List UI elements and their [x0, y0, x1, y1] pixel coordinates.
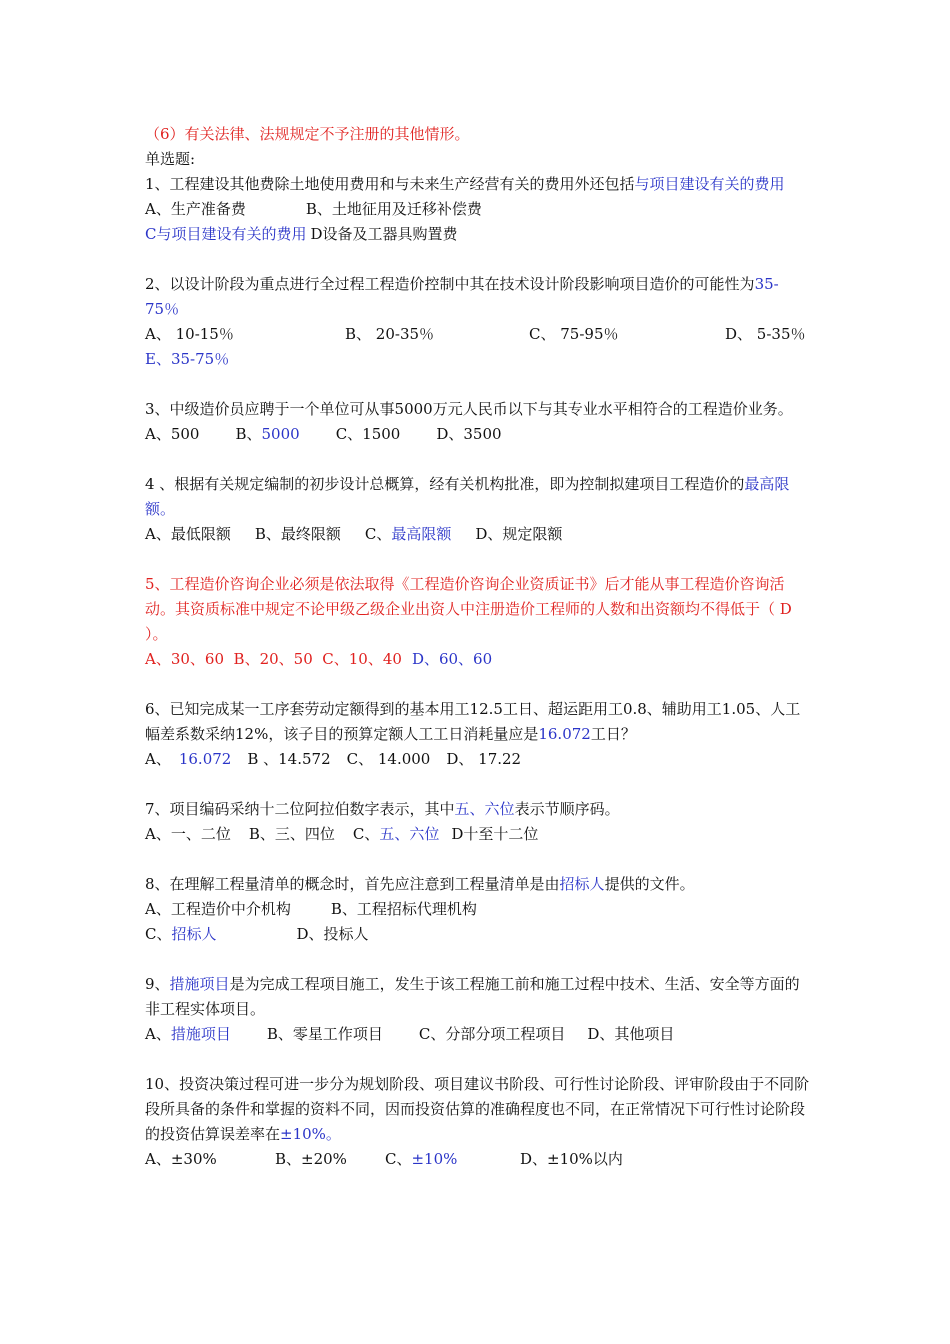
- option-c-answer: 最高限额: [391, 525, 452, 543]
- option-a: A、 10-15％: [145, 325, 234, 343]
- option-c-answer: 五、六位: [379, 825, 440, 843]
- question-2-option-e: E、35-75％: [145, 350, 230, 368]
- option-c: C与项目建设有关的费用: [145, 225, 307, 243]
- option-c: C、: [352, 825, 380, 843]
- option-c-answer: 招标人: [171, 925, 217, 943]
- option-a: A、: [145, 750, 171, 768]
- question-5-stem: 5、工程造价咨询企业必须是依法取得《工程造价咨询企业资质证书》后才能从事工程造价咨询活动。其资质标准中规定不论甲级乙级企业出资人中注册造价工程师的人数和出资额均不得低于（ D ）。: [145, 575, 792, 643]
- question-10-options: [145, 1147, 810, 1172]
- option-d-answer: D、60、60: [411, 650, 493, 668]
- question-10-answer: ±10%。: [280, 1125, 341, 1143]
- option-a: A、: [145, 1025, 171, 1043]
- option-c: C、分部分项工程项目: [418, 1025, 566, 1043]
- question-5-options: [145, 647, 810, 672]
- option-d: D、3500: [436, 425, 502, 443]
- question-1-stem: 1、工程建设其他费除土地使用费用和与未来生产经营有关的费用外还包括与项目建设有关的费用: [145, 175, 785, 193]
- option-c: C、 75-95％: [529, 325, 619, 343]
- option-a: A、±30%: [145, 1150, 217, 1168]
- option-a: A、一、二位: [145, 825, 231, 843]
- question-8-options-row2: [145, 922, 810, 947]
- option-b: B、零星工作项目: [266, 1025, 383, 1043]
- option-c: C、: [364, 525, 392, 543]
- option-a: A、工程造价中介机构: [145, 900, 291, 918]
- option-b: B 、14.572: [247, 750, 331, 768]
- option-d: D、其他项目: [587, 1025, 675, 1043]
- option-abc: A、30、60 B、20、50 C、10、40: [145, 650, 402, 668]
- question-6-answer: 16.072: [538, 725, 591, 743]
- option-b: B、: [235, 425, 262, 443]
- option-d: D设备及工器具购置费: [310, 225, 458, 243]
- document-body: [145, 122, 810, 1172]
- question-2-answer: 35-75％: [145, 275, 779, 318]
- option-c: C、 14.000: [346, 750, 431, 768]
- question-9-answer: 措施项目: [169, 975, 230, 993]
- option-d: D、 5-35％: [725, 325, 806, 343]
- question-7-options: [145, 822, 810, 847]
- option-c: C、: [145, 925, 172, 943]
- question-8-stem: 8、在理解工程量清单的概念时，首先应注意到工程量清单是由招标人提供的文件。: [145, 875, 695, 893]
- option-a: A、生产准备费: [145, 200, 246, 218]
- question-3-stem: 3、中级造价员应聘于一个单位可从事5000万元人民币以下与其专业水平相符合的工程造价业务。: [145, 400, 793, 418]
- option-b: B、工程招标代理机构: [330, 900, 477, 918]
- option-d: D、 17.22: [446, 750, 522, 768]
- question-9-stem: 9、措施项目是为完成工程项目施工，发生于该工程施工前和施工过程中技术、生活、安全等方面的非工程实体项目。: [145, 975, 800, 1018]
- intro-line: （6）有关法律、法规规定不予注册的其他情形。: [145, 125, 470, 143]
- question-3-options: [145, 422, 810, 447]
- option-a-answer: 16.072: [178, 750, 232, 768]
- question-1-options-row2: [145, 222, 810, 247]
- question-7-answer: 五、六位: [454, 800, 515, 818]
- section-heading: 单选题:: [145, 150, 196, 168]
- option-d: D、±10%以内: [520, 1150, 623, 1168]
- question-2-options: [145, 322, 810, 347]
- question-4-stem: 4 、根据有关规定编制的初步设计总概算，经有关机构批准，即为控制拟建项目工程造价的最高限额。: [145, 475, 790, 518]
- option-c-answer: ±10%: [411, 1150, 458, 1168]
- option-a: A、最低限额: [145, 525, 231, 543]
- question-2-stem: 2、以设计阶段为重点进行全过程工程造价控制中其在技术设计阶段影响项目造价的可能性为35-75％: [145, 275, 779, 318]
- option-b: B、 20-35％: [345, 325, 435, 343]
- option-c: C、1500: [335, 425, 401, 443]
- question-8-answer: 招标人: [559, 875, 605, 893]
- option-a: A、500: [145, 425, 200, 443]
- option-c: C、±10%: [385, 1150, 458, 1168]
- option-b-answer: 5000: [261, 425, 300, 443]
- question-8-options-row1: [145, 897, 810, 922]
- option-b: B、最终限额: [254, 525, 341, 543]
- question-1-options-row1: [145, 197, 810, 222]
- option-a-answer: 措施项目: [170, 1025, 231, 1043]
- question-6-stem: 6、已知完成某一工序套劳动定额得到的基本用工12.5工日、超运距用工0.8、辅助用工1.05、人工幅差系数采纳12%，该子目的预算定额人工工日消耗量应是16.072工日？: [145, 700, 801, 743]
- question-7-stem: 7、项目编码采纳十二位阿拉伯数字表示，其中五、六位表示节顺序码。: [145, 800, 620, 818]
- question-4-options: [145, 522, 810, 547]
- option-b: B、±20%: [275, 1150, 347, 1168]
- option-d: D十至十二位: [451, 825, 539, 843]
- option-d: D、规定限额: [475, 525, 563, 543]
- option-b: B、三、四位: [248, 825, 335, 843]
- question-6-options: [145, 747, 810, 772]
- question-4-answer: 最高限额。: [145, 475, 790, 518]
- option-b: B、土地征用及迁移补偿费: [305, 200, 482, 218]
- question-1-answer: 与项目建设有关的费用: [634, 175, 785, 193]
- option-d: D、投标人: [296, 925, 369, 943]
- question-10-stem: 10、投资决策过程可进一步分为规划阶段、项目建议书阶段、可行性讨论阶段、评审阶段由于不同阶段所具备的条件和掌握的资料不同，因而投资估算的准确程度也不同，在正常情况下可行性讨论阶段的投资估算误差率在±10%。: [145, 1075, 810, 1143]
- question-9-options: [145, 1022, 810, 1047]
